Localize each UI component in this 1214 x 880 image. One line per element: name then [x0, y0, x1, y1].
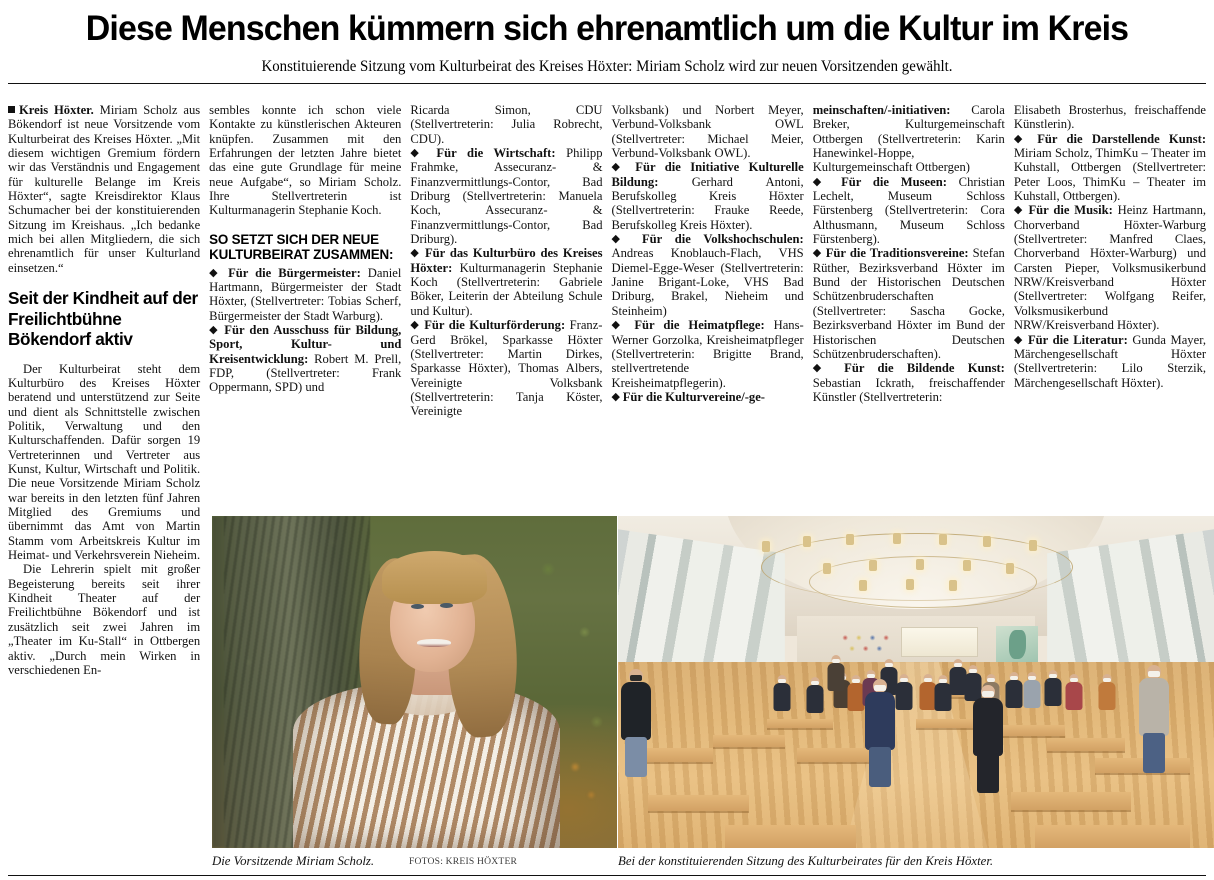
caption-left: Die Vorsitzende Miriam Scholz. [212, 854, 375, 868]
hall-desk [1011, 792, 1130, 810]
list-item-heimatpflege [612, 318, 804, 390]
diamond-bullet-icon: ◆ [611, 390, 623, 403]
list-item-bildende-kunst [813, 361, 1005, 404]
hall-wall-map [996, 626, 1038, 666]
diamond-bullet-icon: ◆ [812, 362, 845, 375]
photo-area [212, 516, 1214, 851]
list-item-kulturvereine-start [612, 390, 804, 404]
hall-desk [916, 719, 976, 729]
list-item-text: Sebastian Ickrath, freischaffender Künstler (Stellvertreterin: [812, 375, 1005, 404]
page-subheadline: Konstituierende Sitzung vom Kulturbeirat des Kreises Höxter: Miriam Scholz wird zur neuen Vorsitzenden gewählt. [261, 57, 953, 75]
dateline-body: Miriam Scholz aus Bökendorf ist neue Vorsitzende vom Kulturbeirat des Kreises Höxter. „Mit diesem wichtigen Gremium fördern wir das Verständnis und Engagement für kulturelle Belange im Kreis Höxter“, sagte Kreisdirektor Klaus Schumacher bei der konstituierenden Sitzung im Kreishaus. „Ich bedanke mich bei allen Mitgliedern, die sich ehrenamtlich für unser Kulturland einsetzen.“ [8, 103, 201, 275]
diamond-bullet-icon: ◆ [209, 323, 225, 336]
list-item-literatur [1014, 333, 1206, 390]
list-item-kulturvereine-cont [813, 103, 1005, 175]
diamond-bullet-icon: ◆ [1013, 132, 1038, 145]
list-item-text: Carola Breker, Kulturgemeinschaft Ottbergen (Stellvertreterin: Karin Hanewinkel-Hoppe, Kulturgemeinschaft Ottbergen) [812, 103, 1005, 175]
list-item-text: Kulturmanagerin Stephanie Koch (Stellvertreterin: Gabriele Böker, Leiterin der Abteilung Schule und Kultur). [410, 260, 603, 318]
portrait-hair-top [382, 551, 487, 604]
hall-desk [797, 748, 880, 761]
diamond-bullet-icon: ◆ [611, 233, 642, 246]
dateline-square-icon [8, 106, 15, 113]
hall-desk [999, 725, 1065, 736]
hall-coat-of-arms-row [839, 632, 902, 655]
list-item-text: Stefan Rüther, Bezirksverband Höxter im Bund der Historischen Deutschen Schützenbruderschaften (Stellvertreter: Sascha Gocke, Bezirksverband Höxter im Bund der Historischen Deutschen Schützenbruderschaften). [812, 246, 1005, 361]
list-item-label: Für die Heimatpflege: [634, 318, 765, 333]
header-divider [8, 83, 1206, 84]
diamond-bullet-icon: ◆ [1013, 333, 1028, 346]
list-item-label: Für die Volkshochschulen: [641, 232, 804, 247]
list-item-wirtschaft [410, 146, 602, 246]
hall-pendant-lamps [749, 529, 1083, 602]
list-item-musik [1014, 203, 1206, 332]
hall-desk [713, 735, 785, 747]
list-item-label: Für die Darstellende Kunst: [1037, 131, 1207, 146]
list-kicker-heading: SO SETZT SICH DER NEUE KULTURBEIRAT ZUSAMMEN: [209, 231, 394, 263]
diamond-bullet-icon: ◆ [812, 247, 826, 260]
list-item-label: Für den Ausschuss für Bildung, Sport, Kultur- und Kreisentwicklung: [209, 322, 402, 366]
paragraph-2: Der Kulturbeirat steht dem Kulturbüro des Kreises Höxter beratend und unterstützend zur Seite und dient als Schnittstelle zwischen Politik, Verwaltung und den Kulturschaffenden. Dafür sorgen 19 Vertreterinnen und Vertreter aus Kunst, Kultur, Wirtschaft und Politik. Die neue Vorsitzende Miriam Scholz war bereits in den letzten fünf Jahren Mitglied des Gremiums und übernimmt das Amt von Martin Stamm vom Arbeitskreis Kultur im Heimat- und Verkehrsverein Nieheim. [8, 361, 201, 563]
diamond-bullet-icon: ◆ [209, 266, 229, 279]
list-item-text: Gunda Mayer, Märchengesellschaft Höxter (Stellvertreterin: Lilo Sterzik, Märchengesellschaft Höxter). [1013, 332, 1207, 390]
list-item-traditionsvereine [813, 246, 1005, 361]
hall-desk [648, 795, 749, 812]
portrait-smile [417, 639, 451, 647]
paragraph-continued-c2: sembles konnte ich schon viele Kontakte zu künstlerischen Akteuren knüpfen. Zusammen mit den Erfahrungen der letzten Jahre bietet das eine gute Grundlage für meine neue Aufgabe“, so Miriam Scholz. Ihre Stellvertreterin ist Kulturmanagerin Stephanie Koch. [209, 103, 402, 218]
diamond-bullet-icon: ◆ [410, 247, 425, 260]
list-item-kulturfoerderung [410, 318, 602, 418]
paragraph-continued-c4: Volksbank) und Norbert Meyer, Verbund-Volksbank OWL (Stellvertreter: Michael Meier, Verbund-Volksbank OWL). [611, 103, 804, 161]
list-item-text: Christian Lechelt, Museum Schloss Fürstenberg (Stellvertreterin: Cora Althusmann, Museum Schloss Fürstenberg). [812, 174, 1005, 247]
list-item-text: Daniel Hartmann, Bürgermeister der Stadt Höxter, (Stellvertreter: Tobias Scherf, Bürgermeister der Stadt Warburg). [209, 265, 402, 323]
paragraph-dateline [8, 103, 200, 275]
list-item-volkshochschulen [612, 232, 804, 318]
diamond-bullet-icon: ◆ [611, 161, 636, 174]
hall-desk [636, 748, 713, 761]
list-item-text: Franz-Gerd Brökel, Sparkasse Höxter (Stellvertreter: Martin Dirkes, Sparkasse Höxter), Thomas Albers, Vereinigte Volksbank (Stellvertreterin: Tanja Köster, Vereinigte [410, 318, 603, 419]
caption-right: Bei der konstituierenden Sitzung des Kulturbeirates für den Kreis Höxter. [618, 854, 994, 868]
paragraph-continued-c3: Ricarda Simon, CDU (Stellvertreterin: Julia Robrecht, CDU). [410, 103, 603, 146]
list-item-label: Für die Musik: [1028, 203, 1113, 218]
list-item-darstellende-kunst [1014, 132, 1206, 204]
hall-projection-screen [901, 627, 978, 657]
list-item-text: Miriam Scholz, ThimKu – Theater im Kuhstall, Ottbergen (Stellvertreter: Peter Loos, ThimKu – Theater im Kuhstall, Ottbergen). [1013, 146, 1207, 204]
newspaper-page [0, 8, 1214, 880]
list-item-bildende-kunst-cont: Elisabeth Brosterhus, freischaffende Künstlerin). [1013, 103, 1207, 132]
list-item-label: Für die Bürgermeister: [228, 265, 361, 280]
list-item-label: Für die Wirtschaft: [436, 146, 556, 161]
article-column-1 [8, 103, 200, 677]
photo-credit: FOTOS: KREIS HÖXTER [409, 856, 518, 867]
list-item-ausschuss [209, 323, 401, 395]
portrait-photo-miriam-scholz [212, 516, 617, 848]
list-item-text: Hans-Werner Gorzolka, Kreisheimatpfleger (Stellvertreterin: Brigitte Brand, stellvertretende Kreisheimatpflegerin). [611, 318, 804, 390]
hall-desk [1047, 738, 1124, 751]
list-item-text: Heinz Hartmann, Chorverband Höxter-Warburg (Stellvertreter: Manfred Claes, Chorverband Höxter-Warburg) und Carsten Pieper, Volksmusikerbund NRW/Kreisverband Höxter (Stellvertreter: Wolfgang Reifer, Volksmusikerbund NRW/Kreisverband Höxter). [1013, 203, 1207, 333]
section-subheading: Seit der Kindheit auf der Freilichtbühne Bökendorf aktiv [8, 288, 198, 350]
list-item-label: Für die Museen: [841, 174, 947, 189]
diamond-bullet-icon: ◆ [410, 319, 425, 332]
diamond-bullet-icon: ◆ [410, 147, 437, 160]
list-item-label-cont: meinschaften/-initiativen: [812, 103, 951, 117]
page-headline: Diese Menschen kümmern sich ehrenamtlich um die Kultur im Kreis [85, 8, 1129, 48]
list-item-kulturbuero [410, 246, 602, 318]
list-item-buergermeister [209, 266, 401, 323]
dateline-location: Kreis Höxter. [19, 103, 94, 117]
list-item-kulturelle-bildung [612, 160, 804, 232]
list-item-label: Für die Literatur: [1027, 332, 1128, 347]
list-item-text: Gerhard Antoni, Berufskolleg Kreis Höxter (Stellvertreterin: Frauke Reede, Berufskolleg Kreis Höxter). [611, 174, 804, 232]
list-item-label: Für die Kulturförderung: [424, 318, 566, 333]
meeting-hall-photo [618, 516, 1214, 848]
diamond-bullet-icon: ◆ [812, 175, 842, 188]
caption-row [212, 854, 1214, 874]
list-item-label: Für die Kulturvereine/-ge- [622, 389, 765, 404]
list-item-label: Für das Kulturbüro des Kreises Höxter: [410, 246, 603, 275]
diamond-bullet-icon: ◆ [1013, 204, 1029, 217]
hall-desk [725, 825, 856, 848]
diamond-bullet-icon: ◆ [611, 319, 635, 332]
list-item-label: Für die Traditionsvereine: [825, 246, 969, 261]
list-item-text: Robert M. Prell, FDP, (Stellvertreter: Frank Oppermann, SPD) und [209, 351, 402, 395]
list-item-label: Für die Bildende Kunst: [844, 361, 1005, 376]
hall-desk [767, 719, 833, 729]
portrait-eye-left [411, 604, 424, 609]
list-item-text: Andreas Knoblauch-Flach, VHS Diemel-Egge-Weser (Stellvertreterin: Janine Brigant-Loke, VHS Bad Driburg, Brakel, Nieheim und Steinheim) [611, 246, 804, 318]
list-item-text: Philipp Frahmke, Assecuranz- & Finanzvermittlungs-Contor, Bad Driburg (Stellvertreterin: Manuela Koch, Assecuranz- & Finanzvermittlungs-Contor, Bad Driburg). [410, 146, 603, 247]
list-item-museen [813, 175, 1005, 247]
footer-divider [8, 875, 1206, 876]
hall-desk [1035, 825, 1190, 848]
paragraph-3: Die Lehrerin spielt mit großer Begeisterung bereits seit ihrer Kindheit Theater auf der Freilichtbühne Bökendorf und ist zusätzlich seit zwei Jahren im „Theater im Ku-Stall“ in Ottbergen aktiv. „Durch mein Wirken in verschiedenen En- [8, 562, 201, 677]
list-item-label: Für die Initiative Kulturelle Bildung: [611, 160, 804, 189]
